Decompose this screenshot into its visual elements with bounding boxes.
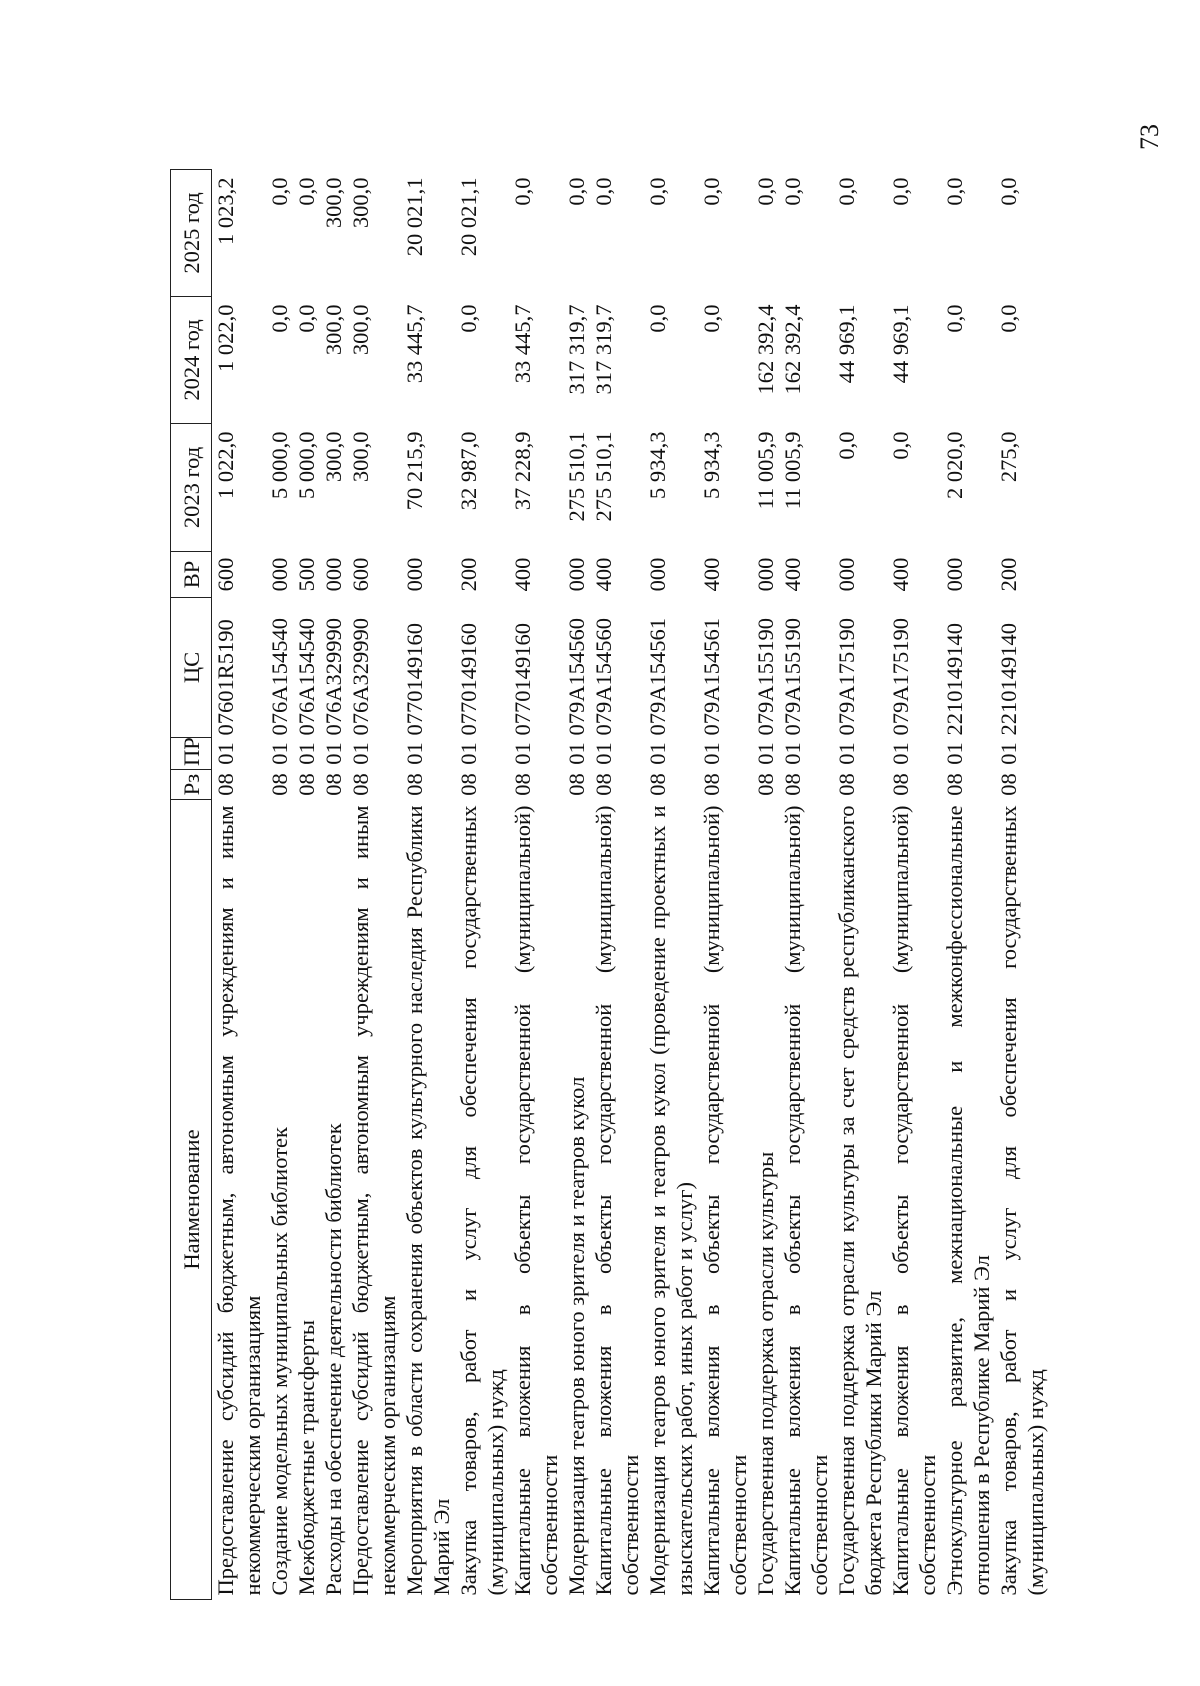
- row-rz: 08: [591, 773, 616, 796]
- row-rz: 08: [510, 773, 535, 796]
- table-row: [833, 170, 887, 1600]
- table-row: [212, 170, 267, 1600]
- row-cs: 076A154540: [267, 618, 292, 736]
- row-cs: 079A155190: [753, 618, 778, 736]
- table-row: [590, 170, 644, 1600]
- row-cs: 076A154540: [294, 618, 319, 736]
- row-2023-value: 2 020,0: [942, 431, 967, 499]
- row-2025-value: 0,0: [294, 177, 319, 206]
- row-cs: 079A154561: [699, 618, 724, 736]
- row-name: Расходы на обеспечение деятельности библиотек: [321, 1123, 346, 1596]
- table-row: [698, 170, 752, 1600]
- row-pr: 01: [510, 742, 535, 765]
- row-cs: 076A329990: [321, 618, 346, 736]
- row-rz: 08: [294, 773, 319, 796]
- row-rz: 08: [996, 773, 1021, 796]
- row-vr: 600: [213, 557, 238, 592]
- row-2023-value: 70 215,9: [402, 431, 427, 511]
- row-2025-value: 0,0: [942, 177, 967, 206]
- row-rz: 08: [942, 773, 967, 796]
- row-2023-value: 275 510,1: [591, 431, 616, 522]
- row-2023-value: 11 005,9: [753, 431, 778, 510]
- row-2024-value: 317 319,7: [564, 304, 589, 395]
- row-pr: 01: [294, 742, 319, 765]
- row-2024-value: 300,0: [348, 304, 373, 356]
- row-2024-value: 44 969,1: [888, 304, 913, 384]
- header-vr: ВР: [171, 552, 212, 598]
- row-2023-value: 5 000,0: [267, 431, 292, 499]
- table-row: [455, 170, 509, 1600]
- row-name: Предоставление субсидий бюджетным, автономным учреждениям и иным некоммерческим организациям: [348, 805, 400, 1596]
- row-name: Капитальные вложения в объекты государственной (муниципальной) собственности: [699, 805, 751, 1596]
- table-row: [347, 170, 401, 1600]
- row-rz: 08: [834, 773, 859, 796]
- rotated-page-content: [170, 170, 1049, 1600]
- row-name: Предоставление субсидий бюджетным, автономным учреждениям и иным некоммерческим организациям: [213, 805, 265, 1596]
- row-2025-value: 300,0: [348, 177, 373, 229]
- row-2024-value: 300,0: [321, 304, 346, 356]
- table-row: [887, 170, 941, 1600]
- row-vr: 000: [834, 557, 859, 592]
- row-2024-value: 317 319,7: [591, 304, 616, 395]
- row-2025-value: 0,0: [888, 177, 913, 206]
- row-name: Модернизация театров юного зрителя и театров кукол: [564, 1076, 589, 1596]
- row-2024-value: 0,0: [267, 304, 292, 333]
- table-row: [563, 170, 590, 1600]
- row-rz: 08: [699, 773, 724, 796]
- row-cs: 2210149140: [942, 623, 967, 736]
- header-2025: 2025 год: [171, 170, 212, 297]
- row-vr: 400: [780, 557, 805, 592]
- table-row: [401, 170, 455, 1600]
- row-rz: 08: [888, 773, 913, 796]
- row-vr: 000: [753, 557, 778, 592]
- page-number: 73: [1135, 124, 1164, 150]
- row-pr: 01: [213, 742, 238, 765]
- row-rz: 08: [402, 773, 427, 796]
- table-row: [752, 170, 779, 1600]
- row-vr: 000: [645, 557, 670, 592]
- row-name: Капитальные вложения в объекты государственной (муниципальной) собственности: [510, 805, 562, 1596]
- row-2023-value: 5 934,3: [699, 431, 724, 499]
- row-name: Закупка товаров, работ и услуг для обеспечения государственных (муниципальных) нужд: [996, 805, 1048, 1596]
- row-2023-value: 37 228,9: [510, 431, 535, 511]
- row-pr: 01: [591, 742, 616, 765]
- row-2025-value: 0,0: [699, 177, 724, 206]
- table-row: [644, 170, 698, 1600]
- row-2023-value: 1 022,0: [213, 431, 238, 499]
- row-pr: 01: [753, 742, 778, 765]
- row-2023-value: 275,0: [996, 431, 1021, 483]
- row-2023-value: 300,0: [348, 431, 373, 483]
- row-2023-value: 32 987,0: [456, 431, 481, 511]
- row-2023-value: 275 510,1: [564, 431, 589, 522]
- row-vr: 000: [402, 557, 427, 592]
- table-row: [293, 170, 320, 1600]
- row-2023-value: 5 934,3: [645, 431, 670, 499]
- row-2025-value: 20 021,1: [456, 177, 481, 257]
- row-2024-value: 33 445,7: [510, 304, 535, 384]
- row-2025-value: 0,0: [753, 177, 778, 206]
- table-row: [320, 170, 347, 1600]
- row-2024-value: 1 022,0: [213, 304, 238, 372]
- row-vr: 400: [888, 557, 913, 592]
- row-cs: 079A175190: [834, 618, 859, 736]
- table-row: [509, 170, 563, 1600]
- row-pr: 01: [321, 742, 346, 765]
- row-rz: 08: [753, 773, 778, 796]
- row-2025-value: 300,0: [321, 177, 346, 229]
- row-2025-value: 1 023,2: [213, 177, 238, 245]
- row-vr: 400: [699, 557, 724, 592]
- row-pr: 01: [645, 742, 670, 765]
- row-2023-value: 300,0: [321, 431, 346, 483]
- row-2024-value: 33 445,7: [402, 304, 427, 384]
- row-cs: 0770149160: [456, 623, 481, 736]
- header-pr: ПР: [171, 738, 212, 770]
- row-2024-value: 0,0: [942, 304, 967, 333]
- row-vr: 500: [294, 557, 319, 592]
- row-cs: 079A154560: [564, 618, 589, 736]
- row-name: Государственная поддержка отрасли культуры за счет средств республиканского бюджета Республики Марий Эл: [834, 805, 886, 1596]
- row-2023-value: 5 000,0: [294, 431, 319, 499]
- row-pr: 01: [780, 742, 805, 765]
- table-header-row: [171, 170, 212, 1600]
- row-pr: 01: [888, 742, 913, 765]
- row-name: Мероприятия в области сохранения объектов культурного наследия Республики Марий Эл: [402, 805, 454, 1596]
- row-vr: 200: [996, 557, 1021, 592]
- row-pr: 01: [996, 742, 1021, 765]
- row-2024-value: 162 392,4: [753, 304, 778, 395]
- row-cs: 0770149160: [510, 623, 535, 736]
- table-row: [266, 170, 293, 1600]
- row-vr: 400: [510, 557, 535, 592]
- row-2025-value: 0,0: [564, 177, 589, 206]
- row-cs: 079A154561: [645, 618, 670, 736]
- row-2024-value: 0,0: [456, 304, 481, 333]
- row-rz: 08: [780, 773, 805, 796]
- row-rz: 08: [456, 773, 481, 796]
- row-2025-value: 0,0: [996, 177, 1021, 206]
- row-2024-value: 0,0: [699, 304, 724, 333]
- row-name: Создание модельных муниципальных библиотек: [267, 1127, 292, 1596]
- row-2025-value: 0,0: [267, 177, 292, 206]
- row-2023-value: 0,0: [834, 431, 859, 460]
- row-2025-value: 0,0: [780, 177, 805, 206]
- row-pr: 01: [402, 742, 427, 765]
- row-pr: 01: [348, 742, 373, 765]
- row-2025-value: 0,0: [510, 177, 535, 206]
- row-2024-value: 162 392,4: [780, 304, 805, 395]
- row-rz: 08: [267, 773, 292, 796]
- budget-table: [170, 169, 1049, 1600]
- table-body: [212, 170, 1050, 1600]
- row-name: Этнокультурное развитие, межнациональные и межконфессиональные отношения в Республике Марий Эл: [942, 805, 994, 1596]
- row-name: Закупка товаров, работ и услуг для обеспечения государственных (муниципальных) нужд: [456, 805, 508, 1596]
- row-2025-value: 20 021,1: [402, 177, 427, 257]
- row-vr: 600: [348, 557, 373, 592]
- row-vr: 000: [267, 557, 292, 592]
- row-rz: 08: [645, 773, 670, 796]
- row-2023-value: 11 005,9: [780, 431, 805, 510]
- row-pr: 01: [699, 742, 724, 765]
- row-name: Модернизация театров юного зрителя и театров кукол (проведение проектных и изыскательских работ, иных работ и услуг): [645, 805, 697, 1596]
- row-cs: 07601R5190: [213, 619, 238, 736]
- row-cs: 2210149140: [996, 623, 1021, 736]
- row-rz: 08: [213, 773, 238, 796]
- header-rz: Рз: [171, 770, 212, 800]
- row-pr: 01: [456, 742, 481, 765]
- row-2023-value: 0,0: [888, 431, 913, 460]
- table-row: [995, 170, 1049, 1600]
- row-pr: 01: [267, 742, 292, 765]
- row-vr: 000: [942, 557, 967, 592]
- row-2025-value: 0,0: [645, 177, 670, 206]
- row-2025-value: 0,0: [834, 177, 859, 206]
- row-2024-value: 0,0: [996, 304, 1021, 333]
- row-name: Капитальные вложения в объекты государственной (муниципальной) собственности: [780, 805, 832, 1596]
- row-rz: 08: [321, 773, 346, 796]
- row-pr: 01: [834, 742, 859, 765]
- row-cs: 0770149160: [402, 623, 427, 736]
- row-cs: 079A175190: [888, 618, 913, 736]
- row-vr: 200: [456, 557, 481, 592]
- row-name: Капитальные вложения в объекты государственной (муниципальной) собственности: [591, 805, 643, 1596]
- table-row: [941, 170, 995, 1600]
- row-vr: 400: [591, 557, 616, 592]
- row-name: Государственная поддержка отрасли культуры: [753, 1151, 778, 1596]
- row-2024-value: 0,0: [645, 304, 670, 333]
- row-cs: 079A155190: [780, 618, 805, 736]
- row-2024-value: 0,0: [294, 304, 319, 333]
- header-cs: ЦС: [171, 598, 212, 738]
- row-name: Капитальные вложения в объекты государственной (муниципальной) собственности: [888, 805, 940, 1596]
- row-rz: 08: [564, 773, 589, 796]
- table-row: [779, 170, 833, 1600]
- row-2024-value: 44 969,1: [834, 304, 859, 384]
- row-vr: 000: [564, 557, 589, 592]
- row-2025-value: 0,0: [591, 177, 616, 206]
- row-name: Межбюджетные трансферты: [294, 1320, 319, 1596]
- row-pr: 01: [942, 742, 967, 765]
- header-name: Наименование: [171, 800, 212, 1600]
- row-vr: 000: [321, 557, 346, 592]
- row-rz: 08: [348, 773, 373, 796]
- row-pr: 01: [564, 742, 589, 765]
- row-cs: 079A154560: [591, 618, 616, 736]
- header-2024: 2024 год: [171, 297, 212, 424]
- row-cs: 076A329990: [348, 618, 373, 736]
- header-2023: 2023 год: [171, 424, 212, 552]
